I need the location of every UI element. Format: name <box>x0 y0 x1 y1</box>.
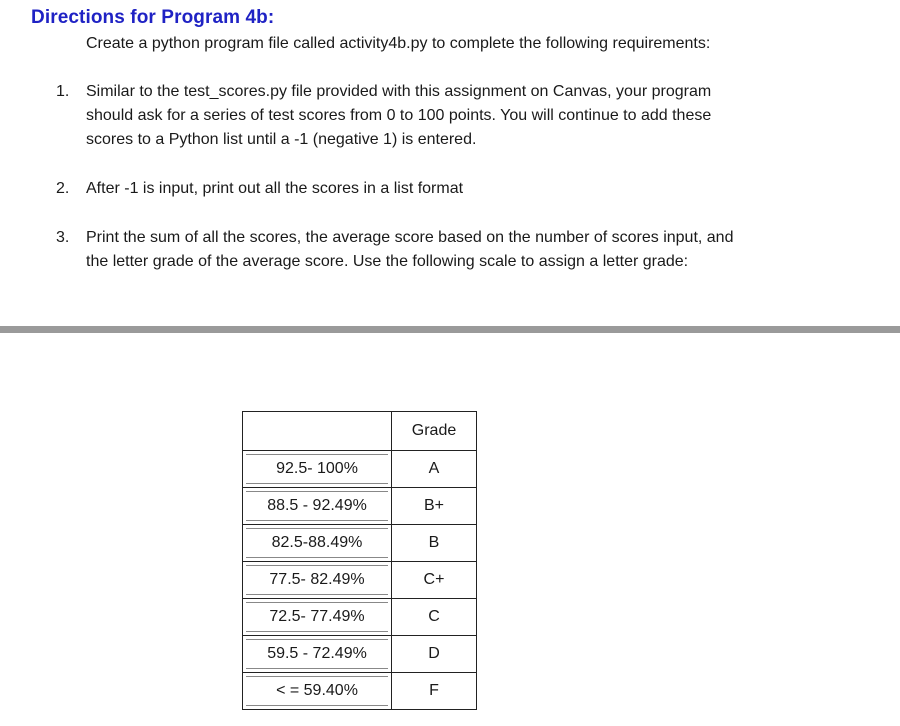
range-value: 88.5 - 92.49% <box>246 491 388 521</box>
table-row <box>243 525 477 562</box>
requirement-number: 2. <box>56 180 70 197</box>
range-cell <box>243 525 392 562</box>
section-divider <box>0 326 900 333</box>
page-title: Directions for Program 4b: <box>31 7 275 28</box>
requirement-line: scores to a Python list until a -1 (negative 1) is entered. <box>86 131 477 148</box>
grade-cell: B <box>392 525 477 562</box>
requirement-number: 1. <box>56 83 70 100</box>
requirements-list <box>56 80 846 274</box>
table-row <box>243 636 477 673</box>
requirement-item-1 <box>56 80 846 152</box>
intro-text: Create a python program file called activity4b.py to complete the following requirements: <box>86 35 711 52</box>
range-cell <box>243 488 392 525</box>
range-value: 72.5- 77.49% <box>246 602 388 632</box>
grade-scale-table <box>242 411 477 710</box>
requirement-line: Print the sum of all the scores, the average score based on the number of scores input, and <box>86 229 734 246</box>
table-header-row <box>243 412 477 451</box>
grade-cell: A <box>392 451 477 488</box>
range-cell <box>243 636 392 673</box>
requirement-line: the letter grade of the average score. Use the following scale to assign a letter grade: <box>86 253 689 270</box>
range-value: 77.5- 82.49% <box>246 565 388 595</box>
range-value: 92.5- 100% <box>246 454 388 484</box>
range-cell <box>243 451 392 488</box>
header-grade-cell: Grade <box>392 412 477 451</box>
grade-cell: C+ <box>392 562 477 599</box>
requirement-item-3 <box>56 226 846 274</box>
requirement-item-2 <box>56 177 846 201</box>
range-cell <box>243 673 392 710</box>
table-row <box>243 451 477 488</box>
header-range-cell <box>243 412 392 451</box>
grade-cell: C <box>392 599 477 636</box>
table-row <box>243 488 477 525</box>
grade-cell: F <box>392 673 477 710</box>
table-row <box>243 562 477 599</box>
range-value: 59.5 - 72.49% <box>246 639 388 669</box>
range-value: 82.5-88.49% <box>246 528 388 558</box>
grade-cell: D <box>392 636 477 673</box>
range-cell <box>243 562 392 599</box>
requirement-line: After -1 is input, print out all the scores in a list format <box>86 180 464 197</box>
grade-cell: B+ <box>392 488 477 525</box>
requirement-number: 3. <box>56 229 70 246</box>
requirement-line: Similar to the test_scores.py file provided with this assignment on Canvas, your program <box>86 83 712 100</box>
range-cell <box>243 599 392 636</box>
table-row <box>243 599 477 636</box>
requirement-line: should ask for a series of test scores from 0 to 100 points. You will continue to add these <box>86 107 712 124</box>
table-row <box>243 673 477 710</box>
range-value: < = 59.40% <box>246 676 388 706</box>
